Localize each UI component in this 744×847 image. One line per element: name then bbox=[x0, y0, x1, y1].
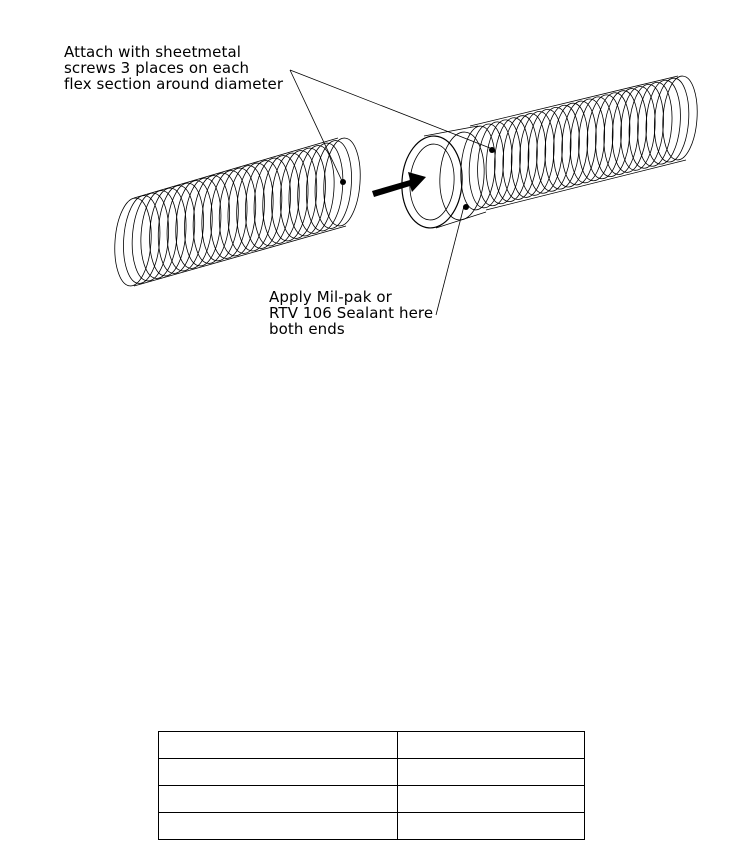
corrugation-ring bbox=[234, 162, 276, 252]
corrugation-ring bbox=[208, 169, 250, 259]
sealant-note bbox=[269, 289, 433, 337]
table-cell bbox=[398, 759, 585, 786]
right-flex-duct-with-sleeve bbox=[399, 75, 700, 230]
corrugation-ring bbox=[277, 149, 319, 239]
corrugation-ring bbox=[610, 87, 650, 173]
note-line: flex section around diameter bbox=[64, 75, 284, 93]
corrugation-ring bbox=[216, 167, 258, 257]
corrugation-ring bbox=[601, 90, 641, 176]
corrugation-ring bbox=[129, 192, 171, 282]
corrugation-ring bbox=[286, 147, 328, 237]
table-row bbox=[159, 786, 585, 813]
screw-attachment-note bbox=[64, 44, 283, 92]
table-row bbox=[159, 813, 585, 840]
corrugation-ring bbox=[173, 179, 215, 269]
note-line: screws 3 places on each bbox=[64, 59, 250, 77]
table-cell bbox=[159, 813, 398, 840]
corrugation-ring bbox=[190, 174, 232, 264]
note-line: Apply Mil-pak or bbox=[269, 288, 392, 306]
corrugation-ring bbox=[164, 182, 206, 272]
corrugation-ring bbox=[559, 100, 599, 186]
corrugation-ring bbox=[155, 184, 197, 274]
corrugation-ring bbox=[260, 154, 302, 244]
parts-table bbox=[158, 731, 585, 840]
corrugation-ring bbox=[251, 157, 293, 247]
table-cell bbox=[159, 732, 398, 759]
corrugation-ring bbox=[660, 75, 700, 161]
corrugation-ring bbox=[500, 115, 540, 201]
sleeve-edge bbox=[436, 212, 486, 228]
corrugation-ring bbox=[551, 102, 591, 188]
screw-point-icon bbox=[340, 179, 346, 185]
table-cell bbox=[398, 786, 585, 813]
table-row bbox=[159, 759, 585, 786]
corrugation-ring bbox=[147, 187, 189, 277]
sealant-point-icon bbox=[463, 204, 469, 210]
screw-point-icon bbox=[489, 147, 495, 153]
corrugation-ring bbox=[652, 77, 692, 163]
leader-lines bbox=[290, 70, 490, 315]
note-line: both ends bbox=[269, 320, 345, 338]
table-row bbox=[159, 732, 585, 759]
corrugation-ring bbox=[509, 112, 549, 198]
corrugation-ring bbox=[121, 194, 163, 284]
insert-direction-arrow-icon bbox=[372, 172, 426, 197]
table-cell bbox=[159, 759, 398, 786]
corrugation-ring bbox=[225, 164, 267, 254]
note-line: RTV 106 Sealant here bbox=[269, 304, 434, 322]
note-line: Attach with sheetmetal bbox=[64, 43, 242, 61]
corrugation-ring bbox=[312, 139, 354, 229]
corrugation-ring bbox=[304, 142, 346, 232]
table-cell bbox=[398, 813, 585, 840]
left-flex-duct bbox=[112, 137, 363, 287]
corrugation-ring bbox=[138, 189, 180, 279]
corrugation-ring bbox=[243, 159, 285, 249]
corrugation-ring bbox=[112, 197, 154, 287]
corrugation-ring bbox=[295, 144, 337, 234]
table-cell bbox=[398, 732, 585, 759]
corrugation-ring bbox=[199, 172, 241, 262]
corrugation-ring bbox=[182, 177, 224, 267]
corrugation-ring bbox=[269, 152, 311, 242]
table-cell bbox=[159, 786, 398, 813]
